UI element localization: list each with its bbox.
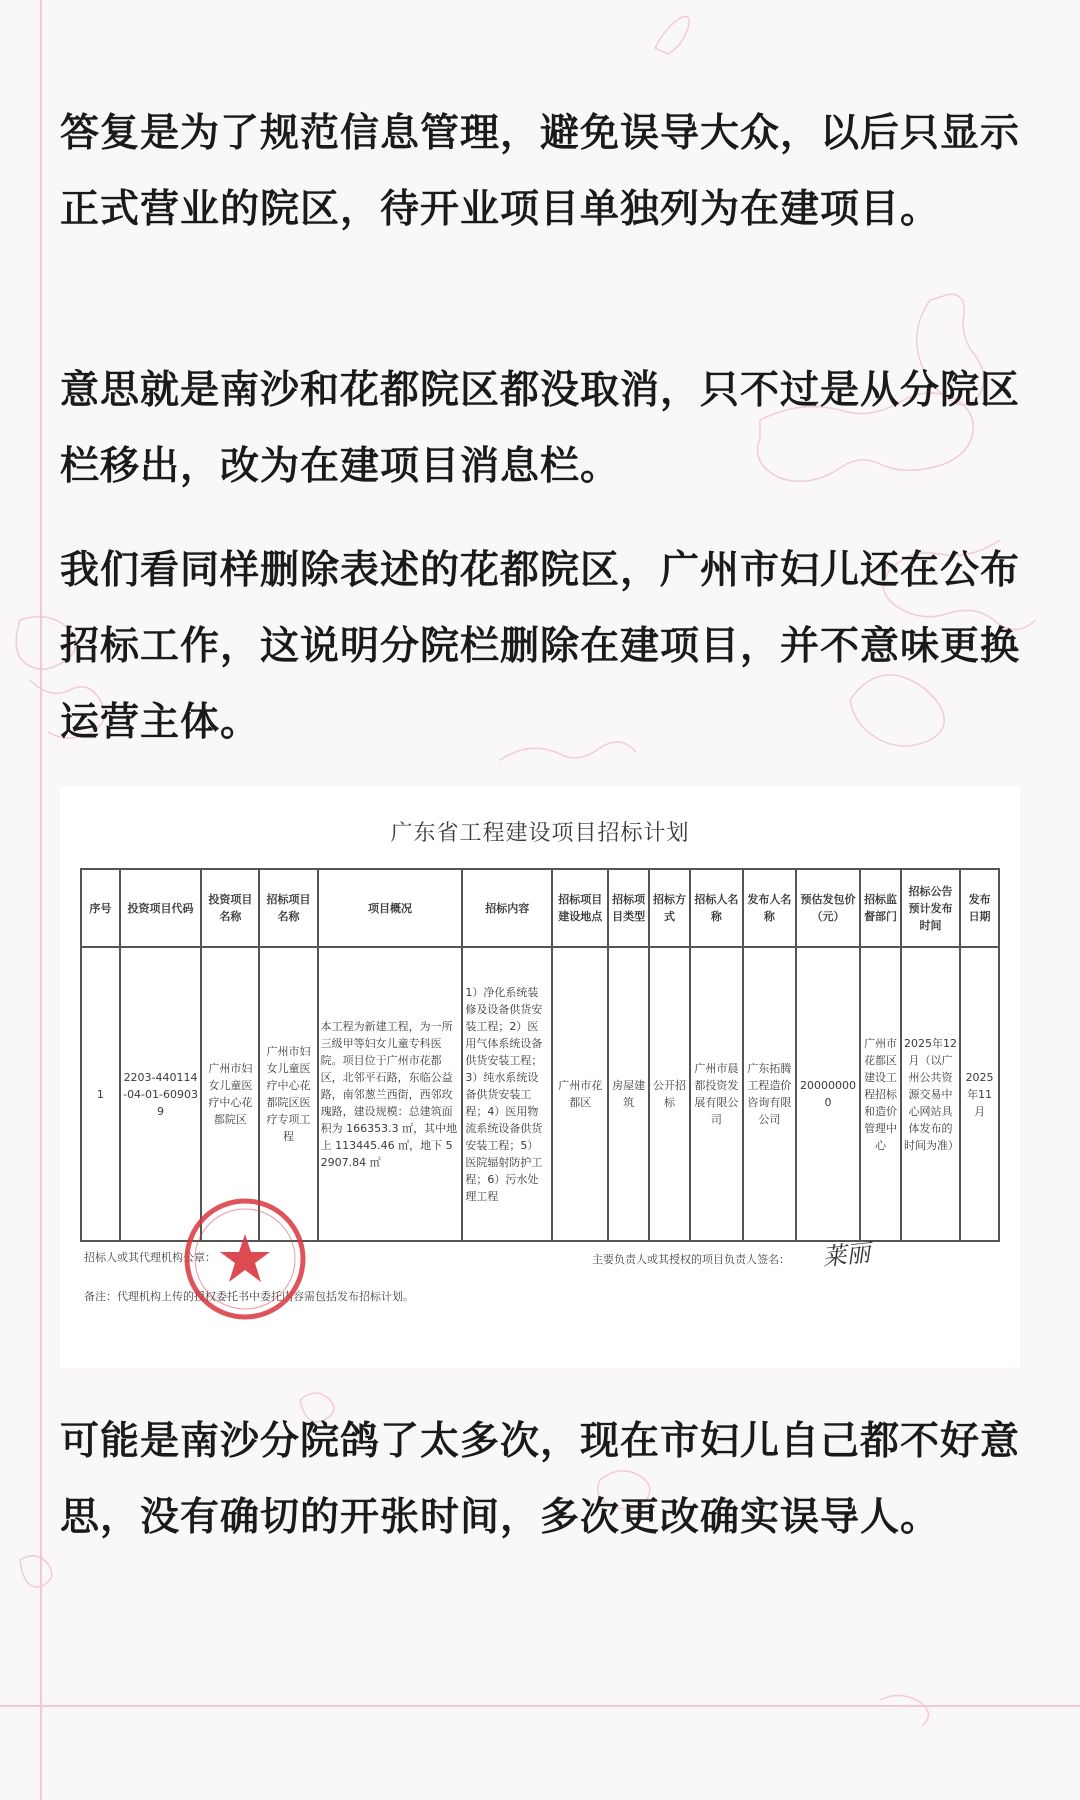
- cell-type: 房屋建筑: [608, 947, 649, 1241]
- paragraph-1: 答复是为了规范信息管理，避免误导大众，以后只显示正式营业的院区，待开业项目单独列为在建项目。: [60, 110, 1021, 232]
- header-cell: 预估发包价（元）: [796, 869, 860, 947]
- cell-publish-date: 2025年11月: [960, 947, 999, 1241]
- header-cell: 招标项目名称: [259, 869, 317, 947]
- cell-project-code: 2203-440114-04-01-609039: [120, 947, 202, 1241]
- cell-method: 公开招标: [649, 947, 690, 1241]
- official-seal-icon: [180, 1194, 310, 1324]
- header-cell: 发布日期: [960, 869, 999, 947]
- paragraph-4: 可能是南沙分院鸽了太多次，现在市妇儿自己都不好意思，没有确切的开张时间，多次更改确实误导人。: [60, 1418, 1021, 1540]
- header-cell: 招标项目建设地点: [552, 869, 608, 947]
- cell-location: 广州市花都区: [552, 947, 608, 1241]
- tender-plan-document-image: [60, 786, 1020, 1368]
- header-cell: 投资项目代码: [120, 869, 202, 947]
- cell-seq: 1: [81, 947, 120, 1241]
- paragraph-3: 我们看同样删除表述的花都院区，广州市妇儿还在公布招标工作，这说明分院栏删除在建项目，并不意味更换运营主体。: [60, 547, 1021, 745]
- cell-tenderer: 广州市晨都投资发展有限公司: [690, 947, 743, 1241]
- cell-announce-time: 2025年12月（以广州公共资源交易中心网站具体发布的时间为准）: [901, 947, 960, 1241]
- document-title: 广东省工程建设项目招标计划: [390, 821, 690, 846]
- cell-content: 1）净化系统装修及设备供货安装工程；2）医用气体系统设备供货安装工程；3）纯水系统设备供货安装工程；4）医用物流系统设备供货安装工程；5）医院辐射防护工程；6）污水处理工程: [462, 947, 552, 1241]
- header-cell: 投资项目名称: [201, 869, 259, 947]
- signer-label: 主要负责人或其授权的项目负责人签名：: [592, 1253, 790, 1266]
- table-header-row: [81, 869, 999, 947]
- tender-plan-table: [80, 868, 1000, 1242]
- header-cell: 序号: [81, 869, 120, 947]
- cell-tender-name: 广州市妇女儿童医疗中心花都院区医疗专项工程: [259, 947, 317, 1241]
- seal-label: 招标人或其代理机构公章：: [84, 1251, 216, 1264]
- header-cell: 招标方式: [649, 869, 690, 947]
- header-cell: 招标项目类型: [608, 869, 649, 947]
- paragraph-2: 意思就是南沙和花都院区都没取消，只不过是从分院区栏移出，改为在建项目消息栏。: [60, 367, 1021, 489]
- cell-overview: 本工程为新建工程，为一所三级甲等妇女儿童专科医院。项目位于广州市花都区，北邻平石路，东临公益路，南邻葱兰西街，西邻玫瑰路，建设规模：总建筑面积为 166353.3 ㎡，其中地上 113445.46 ㎡，地下 52907.84 ㎡: [318, 947, 463, 1241]
- header-cell: 招标公告预计发布时间: [901, 869, 960, 947]
- header-cell: 发布人名称: [743, 869, 796, 947]
- cell-project-name: 广州市妇女儿童医疗中心花都院区: [201, 947, 259, 1241]
- cell-supervisor: 广州市花都区建设工程招标和造价管理中心: [860, 947, 901, 1241]
- header-cell: 招标监督部门: [860, 869, 901, 947]
- handwritten-signature: 莱丽: [820, 1238, 872, 1272]
- cell-price: 200000000: [796, 947, 860, 1241]
- header-cell: 招标人名称: [690, 869, 743, 947]
- header-cell: 项目概况: [318, 869, 463, 947]
- document-note: 备注：代理机构上传的授权委托书中委托内容需包括发布招标计划。: [84, 1290, 414, 1303]
- header-cell: 招标内容: [462, 869, 552, 947]
- cell-publisher: 广东拓腾工程造价咨询有限公司: [743, 947, 796, 1241]
